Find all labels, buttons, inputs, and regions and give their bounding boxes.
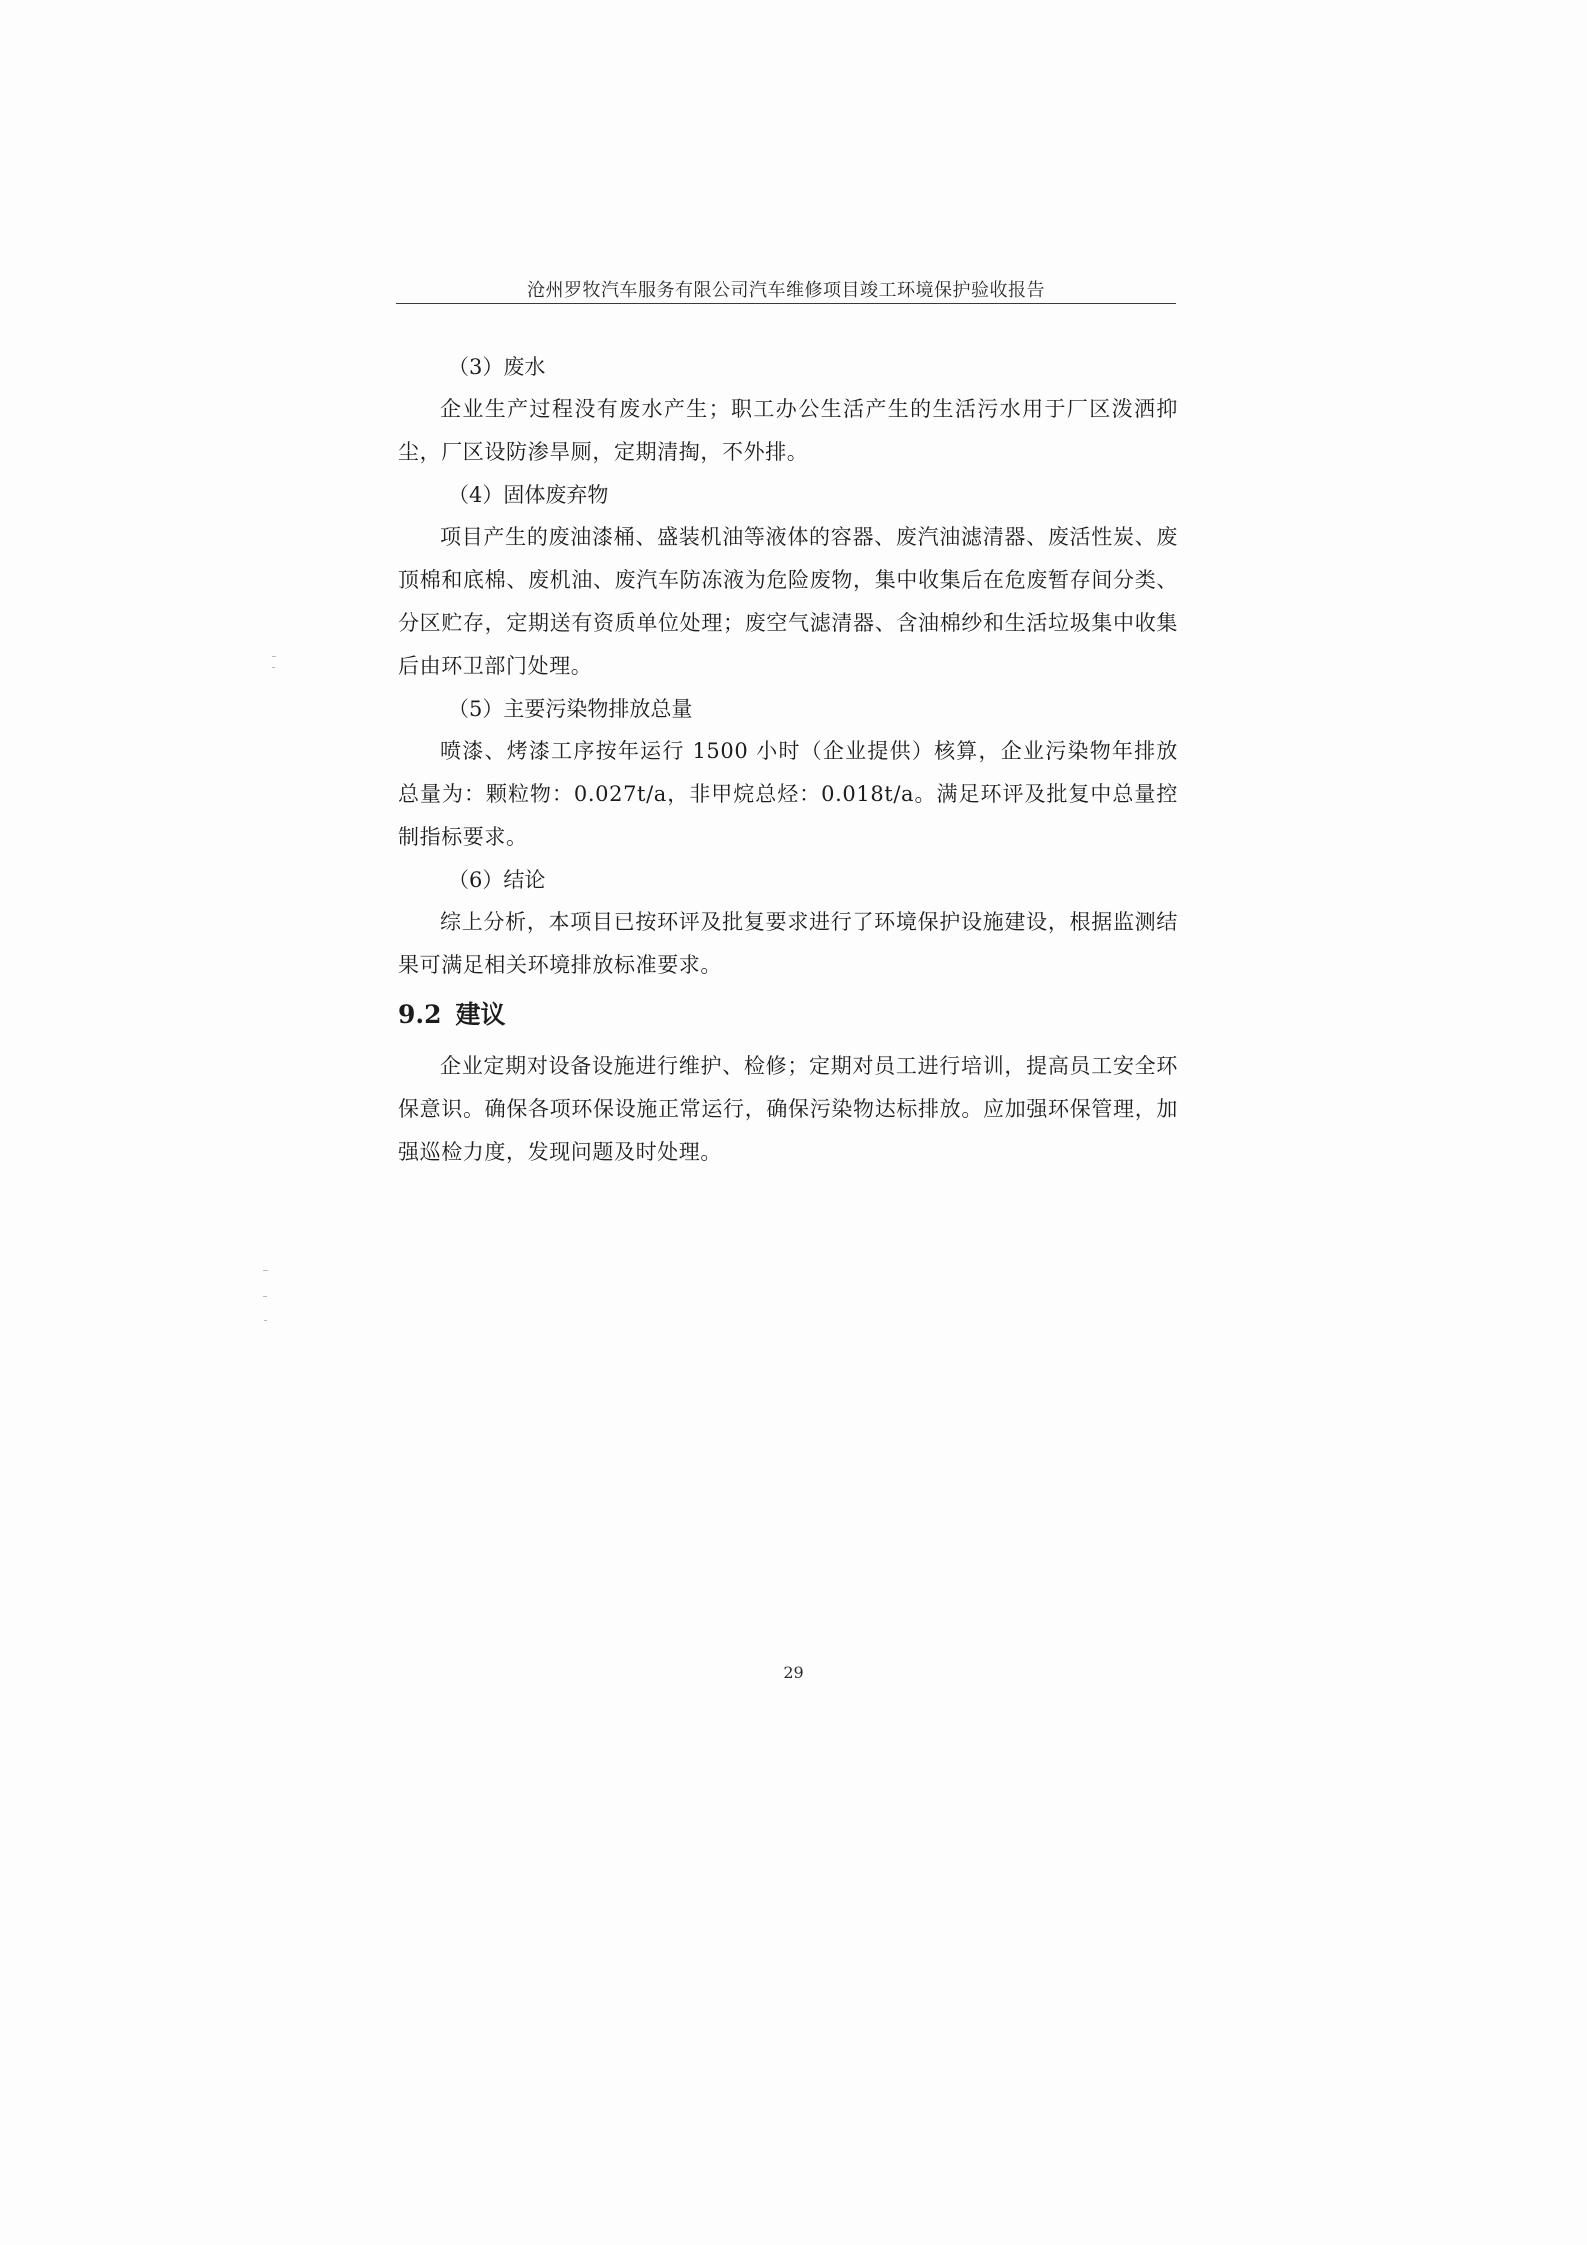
page-number: 29: [783, 1663, 804, 1682]
scan-mark: [263, 1270, 268, 1271]
wastewater-heading: （3）废水: [448, 355, 546, 379]
scan-mark: [263, 1296, 267, 1297]
recommendations-paragraph: 企业定期对设备设施进行维护、检修；定期对员工进行培训，提高员工安全环保意识。确保各项环保设施正常运行，确保污染物达标排放。应加强环保管理，加强巡检力度，发现问题及时处理。: [398, 1054, 1178, 1164]
total-emissions-paragraph: 喷漆、烤漆工序按年运行 1500 小时（企业提供）核算，企业污染物年排放总量为：颗粒物：0.027t/a，非甲烷总烃：0.018t/a。满足环评及批复中总量控制指标要求。: [398, 739, 1178, 849]
conclusion-paragraph: 综上分析，本项目已按环评及批复要求进行了环境保护设施建设，根据监测结果可满足相关环境排放标准要求。: [398, 910, 1178, 977]
scan-mark: [272, 667, 275, 668]
scan-mark: [272, 656, 276, 657]
solid-waste-heading: （4）固体废弃物: [448, 483, 609, 507]
wastewater-paragraph: 企业生产过程没有废水产生；职工办公生活产生的生活污水用于厂区泼洒抑尘，厂区设防渗旱厕，定期清掏，不外排。: [398, 397, 1178, 464]
total-emissions-heading: （5）主要污染物排放总量: [448, 697, 693, 721]
solid-waste-paragraph: 项目产生的废油漆桶、盛装机油等液体的容器、废汽油滤清器、废活性炭、废顶棉和底棉、废机油、废汽车防冻液为危险废物，集中收集后在危废暂存间分类、分区贮存，定期送有资质单位处理；废空气滤清器、含油棉纱和生活垃圾集中收集后由环卫部门处理。: [398, 525, 1178, 678]
page-body: [398, 346, 1178, 1174]
scan-mark: [264, 1320, 267, 1321]
running-header: 沧州罗牧汽车服务有限公司汽车维修项目竣工环境保护验收报告: [527, 280, 1045, 301]
section-number: 9.2: [398, 1000, 442, 1029]
header-rule: [396, 303, 1176, 304]
section-heading-recommendations: [398, 991, 1178, 1039]
conclusion-heading: （6）结论: [448, 868, 546, 892]
section-title: 建议: [455, 1000, 506, 1029]
